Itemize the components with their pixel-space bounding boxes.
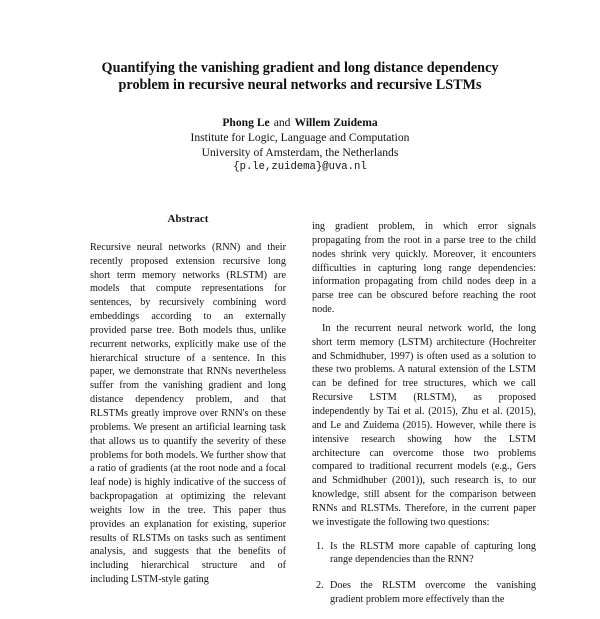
author-block xyxy=(100,115,500,175)
list-item-number: 2. xyxy=(316,580,324,592)
author-email: {p.le,zuidema}@uva.nl xyxy=(233,161,367,173)
title-line-2: problem in recursive neural networks and recursive LSTMs xyxy=(118,77,482,93)
list-item xyxy=(312,579,536,607)
list-item xyxy=(312,540,536,568)
body-paragraph-2: In the recurrent neural network world, the long short term memory (LSTM) architecture (Hochreiter and Schmidhuber, 1997) is often used as a solution to these two problems. A natural extension of the LSTM can be defined for tree structures, which we call Recursive LSTM (RLSTM), as proposed independently by Tai et al. (2015), Zhu et al. (2015), and Le and Zuidema (2015). However, while there is intensive research showing how the LSTM architecture can overcome those two problems compared to traditional recurrent models (e.g., Gers and Schmidhuber (2001)), such research is, to our knowledge, still absent for the comparison between RNNs and RLSTMs. Therefore, in the current paper we investigate the following two questions: xyxy=(312,322,536,528)
author-1: Phong Le xyxy=(222,116,270,129)
paper-title xyxy=(60,60,540,94)
list-item-number: 1. xyxy=(316,540,324,552)
left-column xyxy=(90,213,286,587)
affiliation-2: University of Amsterdam, the Netherlands xyxy=(201,146,399,159)
author-names xyxy=(100,115,500,130)
list-item-text: Is the RLSTM more capable of capturing long range dependencies than the RNN? xyxy=(330,540,536,566)
list-item-text: Does the RLSTM overcome the vanishing gradient problem more effectively than the xyxy=(330,580,536,606)
author-2: Willem Zuidema xyxy=(294,116,378,129)
title-line-1: Quantifying the vanishing gradient and long distance dependency xyxy=(101,60,499,76)
question-list xyxy=(312,540,536,607)
right-column xyxy=(312,220,536,619)
affiliation-1: Institute for Logic, Language and Computation xyxy=(190,131,410,144)
author-separator: and xyxy=(273,116,291,129)
abstract-heading: Abstract xyxy=(167,213,209,225)
abstract-text: Recursive neural networks (RNN) and their recently proposed extension recursive long short term memory networks (RLSTM) are models that compute representations for sentences, by recursively combining word embeddings according to an externally provided parse tree. Both models thus, unlike recurrent networks, explicitly make use of the hierarchical structure of a sentence. In this paper, we demonstrate that RNNs nevertheless suffer from the vanishing gradient and long distance dependency problem, and that RLSTMs greatly improve over RNN's on these problems. We present an artificial learning task that allows us to quantify the severity of these problems for both models. We further show that a ratio of gradients (at the root node and a focal leaf node) is highly indicative of the success of backpropagation at optimizing the relevant weights low in the tree. This paper thus provides an explanation for existing, superior results of RLSTMs on tasks such as sentiment analysis, and suggests that the benefits of including hierarchical structure and of including LSTM-style gating xyxy=(90,241,286,586)
body-paragraph-1: ing gradient problem, in which error signals propagating from the root in a parse tree to the child nodes shrink very quickly. Moreover, it encounters difficulties in capturing long range dependencies: information propagating from child nodes deep in a parse tree can be obscured before reaching the root node. xyxy=(312,221,536,316)
